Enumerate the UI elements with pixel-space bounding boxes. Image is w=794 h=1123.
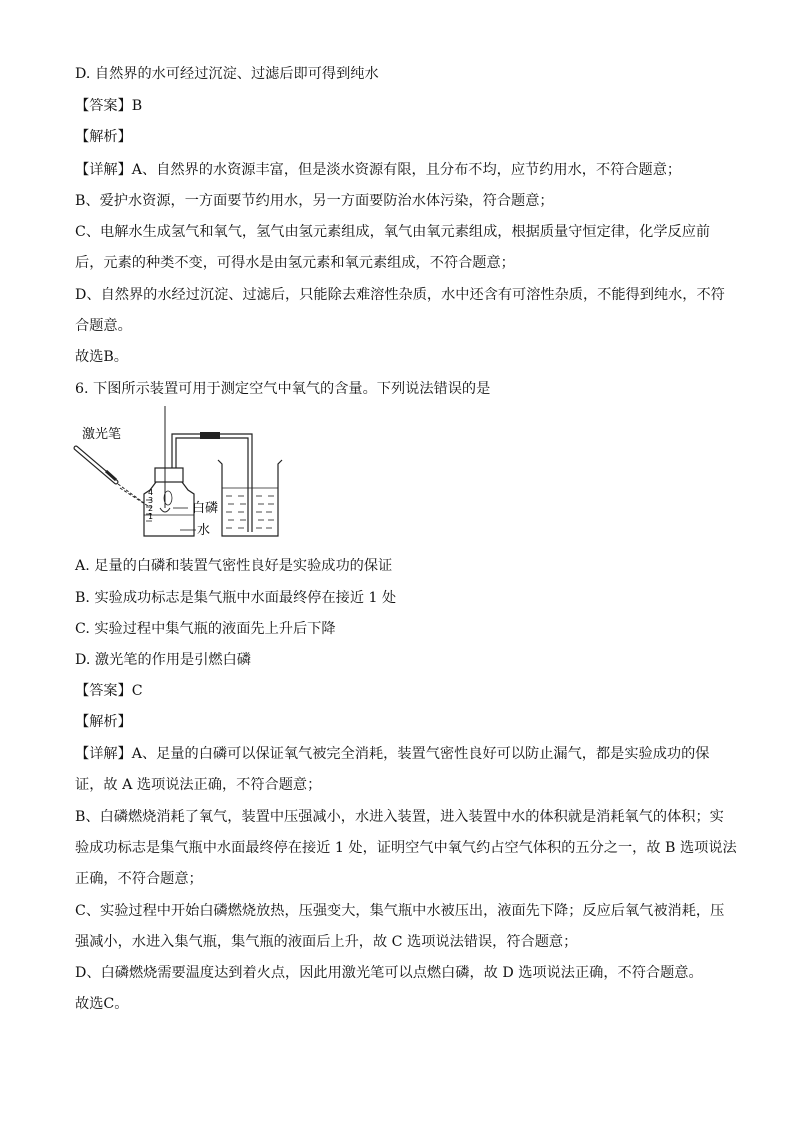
- apparatus-diagram: [72, 404, 332, 544]
- q5-detail-b: B、爱护水资源，一方面要节约用水，另一方面要防治水体污染，符合题意；: [75, 193, 554, 209]
- q6-detail-b-line2: 验成功标志是集气瓶中水面最终停在接近 1 处，证明空气中氧气约占空气体积的五分之一，故 B 选项说法: [75, 840, 737, 856]
- q6-analysis-heading: 【解析】: [75, 714, 132, 730]
- q6-stem: 6. 下图所示装置可用于测定空气中氧气的含量。下列说法错误的是: [75, 381, 491, 397]
- jar-mark: 2: [148, 504, 154, 513]
- q6-detail-c-line2: 强减小，水进入集气瓶，集气瓶的液面后上升，故 C 选项说法错误，符合题意；: [75, 934, 578, 950]
- q5-detail-c-line1: C、电解水生成氢气和氧气，氢气由氢元素组成，氧气由氧元素组成，根据质量守恒定律，化学反应前: [75, 224, 711, 240]
- beaker: [218, 460, 282, 536]
- q5-analysis-heading: 【解析】: [75, 129, 132, 145]
- q6-option-a: A. 足量的白磷和装置气密性良好是实验成功的保证: [75, 558, 393, 574]
- jar-mark: 1: [148, 512, 154, 521]
- q6-detail-b-line3: 正确，不符合题意；: [75, 871, 203, 887]
- q6-conclusion: 故选C。: [75, 996, 129, 1012]
- q6-detail-b-line1: B、白磷燃烧消耗了氧气，装置中压强减小，水进入装置，进入装置中水的体积就是消耗氧气的体积；实: [75, 809, 724, 825]
- laser-pen: [76, 448, 148, 506]
- apparatus-figure: [72, 404, 332, 544]
- q6-option-d: D. 激光笔的作用是引燃白磷: [75, 652, 251, 668]
- q5-detail-d-line2: 合题意。: [75, 318, 132, 334]
- water-label: 水: [197, 523, 211, 538]
- laser-label: 激光笔: [82, 427, 122, 442]
- q6-detail-c-line1: C、实验过程中开始白磷燃烧放热，压强变大，集气瓶中水被压出，液面先下降；反应后氧气被消耗，压: [75, 903, 725, 919]
- q5-detail-d-line1: D、自然界的水经过沉淀、过滤后，只能除去难溶性杂质，水中还含有可溶性杂质，不能得到纯水，不符: [75, 287, 725, 303]
- q5-detail-a: 【详解】A、自然界的水资源丰富，但是淡水资源有限，且分布不均，应节约用水，不符合题意；: [75, 162, 682, 178]
- q6-detail-d: D、白磷燃烧需要温度达到着火点，因此用激光笔可以点燃白磷，故 D 选项说法正确，不符合题意。: [75, 965, 703, 981]
- q6-detail-a-line2: 证，故 A 选项说法正确，不符合题意；: [75, 777, 322, 793]
- connecting-tube: [172, 432, 252, 532]
- q6-detail-a-line1: 【详解】A、足量的白磷可以保证氧气被完全消耗，装置气密性良好可以防止漏气，都是实验成功的保: [75, 746, 710, 762]
- phosphorus-label: 白磷: [192, 501, 219, 516]
- q6-option-b: B. 实验成功标志是集气瓶中水面最终停在接近 1 处: [75, 590, 397, 606]
- q5-detail-c-line2: 后，元素的种类不变，可得水是由氢元素和氧元素组成，不符合题意；: [75, 255, 515, 271]
- jar-mark: 3: [148, 496, 154, 505]
- q5-option-d: D. 自然界的水可经过沉淀、过滤后即可得到纯水: [75, 66, 379, 82]
- q5-conclusion: 故选B。: [75, 349, 128, 365]
- jar-mark: 4: [148, 488, 154, 497]
- q6-option-c: C. 实验过程中集气瓶的液面先上升后下降: [75, 621, 336, 637]
- q5-answer: 【答案】B: [75, 98, 143, 114]
- q6-answer: 【答案】C: [75, 683, 143, 699]
